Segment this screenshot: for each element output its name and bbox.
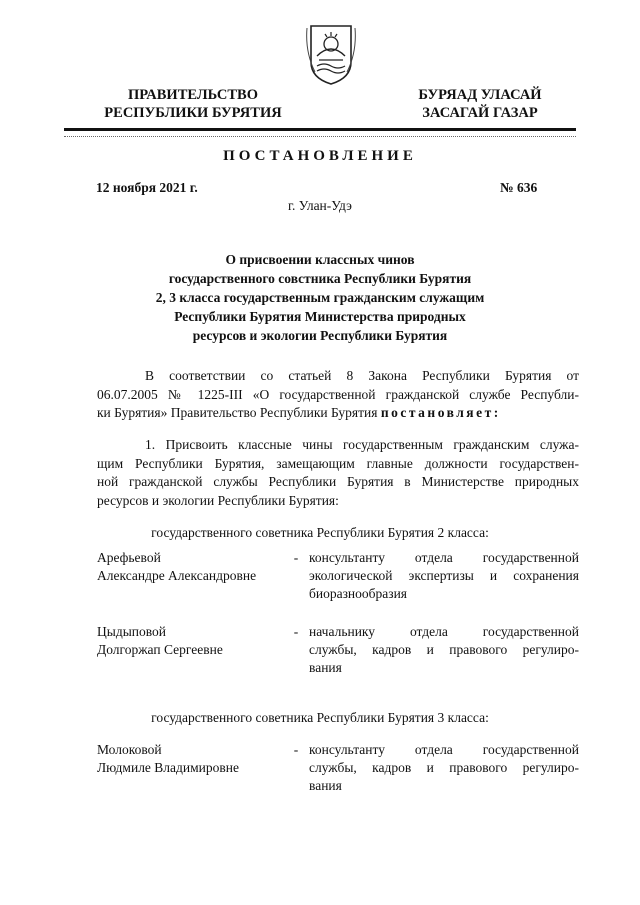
- item-1-line: ресурсов и экологии Республики Бурятия:: [97, 492, 339, 508]
- entry-dash: -: [293, 742, 299, 757]
- appointee-surname: Цыдыповой: [97, 624, 166, 639]
- appointee-name: [97, 549, 287, 585]
- subject-line: государственного совстника Республики Бурятия: [168, 271, 472, 286]
- document-subject: [120, 250, 520, 345]
- document-date: 12 ноября 2021 г.: [96, 180, 198, 195]
- subject-line: Республики Бурятия Министерства природных: [174, 309, 466, 324]
- header-divider-thick: [64, 128, 576, 131]
- appointee-given-name: Долгоржап Сергеевне: [97, 642, 223, 657]
- position-line: консультанту отдела государственной: [309, 550, 579, 565]
- item-1-line: ной гражданской службы Республики Бурятия в Министерстве природных: [97, 474, 579, 489]
- appointee-position: [309, 549, 579, 603]
- appointee-position: [309, 623, 579, 677]
- position-line: вания: [309, 660, 342, 675]
- header-left-line1: ПРАВИТЕЛЬСТВО: [128, 87, 258, 103]
- header-left: [88, 86, 298, 122]
- position-line: вания: [309, 778, 342, 793]
- entry-dash: -: [293, 550, 299, 565]
- header-right: [395, 86, 565, 122]
- document-city: г. Улан-Удэ: [288, 198, 352, 213]
- item-1-paragraph: [97, 436, 579, 510]
- appointee-name: [97, 741, 287, 777]
- appointee-name: [97, 623, 287, 659]
- position-line: начальнику отдела государственной: [309, 624, 579, 639]
- preamble-line: В соответствии со статьей 8 Закона Республики Бурятия от: [145, 368, 579, 383]
- position-line: экологической экспертизы и сохранения: [309, 568, 579, 583]
- position-line: консультанту отдела государственной: [309, 742, 579, 757]
- subject-line: 2, 3 класса государственным гражданским служащим: [155, 290, 485, 305]
- header-left-line2: РЕСПУБЛИКИ БУРЯТИЯ: [104, 105, 282, 121]
- coat-of-arms-icon: [305, 22, 357, 86]
- entry-dash: -: [293, 624, 299, 639]
- item-1-line: 1. Присвоить классные чины государственным гражданским служа-: [145, 437, 579, 452]
- rank-heading-class-3: государственного советника Республики Бурятия 3 класса:: [151, 710, 489, 725]
- preamble-line: 06.07.2005 № 1225-III «О государственной гражданской службе Республи-: [97, 386, 579, 402]
- position-line: биоразнообразия: [309, 586, 408, 601]
- item-1-line: щим Республики Бурятия, замещающим главные должности государствен-: [97, 455, 579, 471]
- position-line: службы, кадров и правового регулиро-: [309, 642, 579, 657]
- subject-line: ресурсов и экологии Республики Бурятия: [192, 328, 448, 343]
- preamble-line: [97, 404, 579, 423]
- decree-keyword: постановляет:: [380, 405, 501, 420]
- position-line: службы, кадров и правового регулиро-: [309, 760, 579, 775]
- header-divider-dotted: [64, 136, 576, 137]
- preamble-paragraph: [97, 367, 579, 423]
- appointee-given-name: Людмиле Владимировне: [97, 760, 239, 775]
- rank-heading-class-2: государственного советника Республики Бурятия 2 класса:: [151, 525, 489, 540]
- appointee-surname: Арефьевой: [97, 550, 161, 565]
- appointee-surname: Молоковой: [97, 742, 162, 757]
- subject-line: О присвоении классных чинов: [225, 252, 415, 267]
- document-type-title: ПОСТАНОВЛЕНИЕ: [223, 148, 417, 164]
- header-right-line2: ЗАСАГАЙ ГАЗАР: [422, 105, 538, 121]
- appointee-position: [309, 741, 579, 795]
- document-number: № 636: [500, 180, 538, 195]
- header-right-line1: БУРЯАД УЛАСАЙ: [418, 87, 542, 103]
- preamble-text: ки Бурятия» Правительство Республики Бурятия: [97, 405, 378, 420]
- appointee-given-name: Александре Александровне: [97, 568, 257, 583]
